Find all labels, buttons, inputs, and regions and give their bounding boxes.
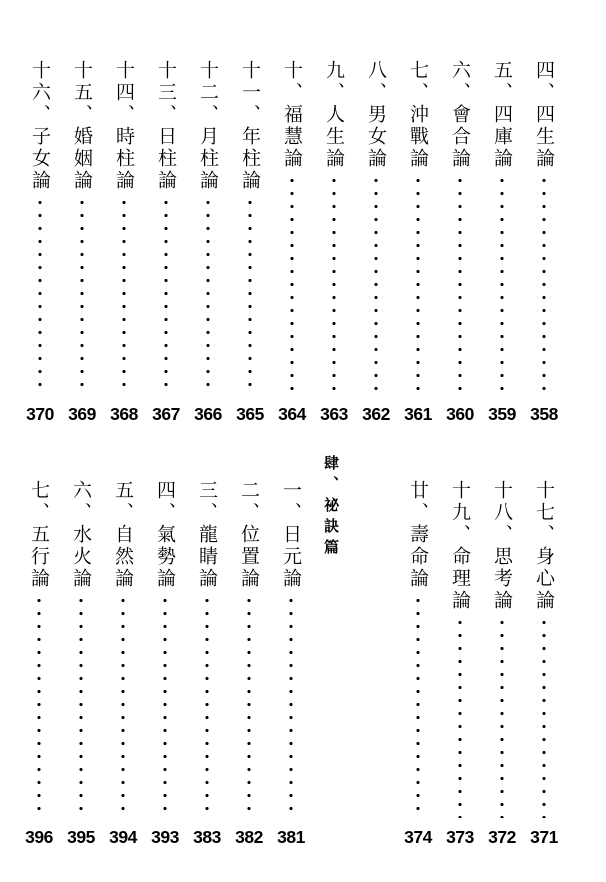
dot-leader: [458, 174, 462, 395]
toc-entry-title: 十六、子女論: [29, 60, 51, 192]
toc-entry-page: 367: [152, 404, 180, 424]
toc-entry-title: 十二、月柱論: [197, 60, 219, 192]
toc-entry-page: 372: [488, 827, 516, 847]
dot-leader: [205, 594, 209, 818]
toc-entry-page: 393: [151, 827, 179, 847]
dot-leader: [38, 196, 42, 395]
toc-entry-title: 十八、思考論: [491, 480, 513, 612]
toc-entry-page: 365: [236, 404, 264, 424]
dot-leader: [121, 594, 125, 818]
toc-entry-page: 360: [446, 404, 474, 424]
toc-entry-title: 五、四庫論: [491, 60, 513, 170]
dot-leader: [247, 594, 251, 818]
dot-leader: [248, 196, 252, 395]
toc-entry-title: 八、男女論: [365, 60, 387, 170]
toc-entry-title: 四、四生論: [533, 60, 555, 170]
toc-entry-title: 十九、命理論: [449, 480, 471, 612]
toc-entry-title: 十一、年柱論: [239, 60, 261, 192]
toc-entry-page: 364: [278, 404, 306, 424]
section-header: 肆、祕訣篇: [322, 455, 340, 560]
toc-entry-page: 362: [362, 404, 390, 424]
toc-entry-page: 395: [67, 827, 95, 847]
toc-entry-page: 382: [235, 827, 263, 847]
dot-leader: [290, 174, 294, 395]
dot-leader: [206, 196, 210, 395]
toc-entry-title: 四、氣勢論: [154, 480, 176, 590]
dot-leader: [163, 594, 167, 818]
toc-entry-page: 374: [404, 827, 432, 847]
toc-entry-title: 七、五行論: [28, 480, 50, 590]
toc-entry-page: 361: [404, 404, 432, 424]
toc-entry-title: 五、自然論: [112, 480, 134, 590]
toc-entry-page: 366: [194, 404, 222, 424]
dot-leader: [542, 174, 546, 395]
toc-entry-title: 二、位置論: [238, 480, 260, 590]
toc-entry-title: 一、日元論: [280, 480, 302, 590]
toc-entry-title: 七、沖戰論: [407, 60, 429, 170]
toc-entry-page: 381: [277, 827, 305, 847]
dot-leader: [458, 616, 462, 818]
dot-leader: [416, 594, 420, 818]
dot-leader: [500, 174, 504, 395]
toc-entry-title: 三、龍睛論: [196, 480, 218, 590]
dot-leader: [374, 174, 378, 395]
toc-entry-title: 十七、身心論: [533, 480, 555, 612]
toc-entry-title: 十五、婚姻論: [71, 60, 93, 192]
dot-leader: [289, 594, 293, 818]
toc-entry-title: 六、會合論: [449, 60, 471, 170]
dot-leader: [80, 196, 84, 395]
toc-entry-title: 九、人生論: [323, 60, 345, 170]
toc-entry-page: 359: [488, 404, 516, 424]
toc-entry-title: 六、水火論: [70, 480, 92, 590]
dot-leader: [416, 174, 420, 395]
toc-entry-page: 371: [530, 827, 558, 847]
toc-entry-page: 369: [68, 404, 96, 424]
toc-entry-page: 363: [320, 404, 348, 424]
dot-leader: [122, 196, 126, 395]
toc-entry-title: 十四、時柱論: [113, 60, 135, 192]
dot-leader: [37, 594, 41, 818]
dot-leader: [332, 174, 336, 395]
dot-leader: [542, 616, 546, 818]
dot-leader: [164, 196, 168, 395]
toc-entry-page: 373: [446, 827, 474, 847]
toc-entry-page: 394: [109, 827, 137, 847]
dot-leader: [79, 594, 83, 818]
toc-entry-title: 十、福慧論: [281, 60, 303, 170]
toc-entry-page: 368: [110, 404, 138, 424]
toc-entry-page: 358: [530, 404, 558, 424]
dot-leader: [500, 616, 504, 818]
toc-entry-page: 396: [25, 827, 53, 847]
toc-entry-page: 383: [193, 827, 221, 847]
toc-entry-page: 370: [26, 404, 54, 424]
toc-entry-title: 廿、壽命論: [407, 480, 429, 590]
toc-entry-title: 十三、日柱論: [155, 60, 177, 192]
